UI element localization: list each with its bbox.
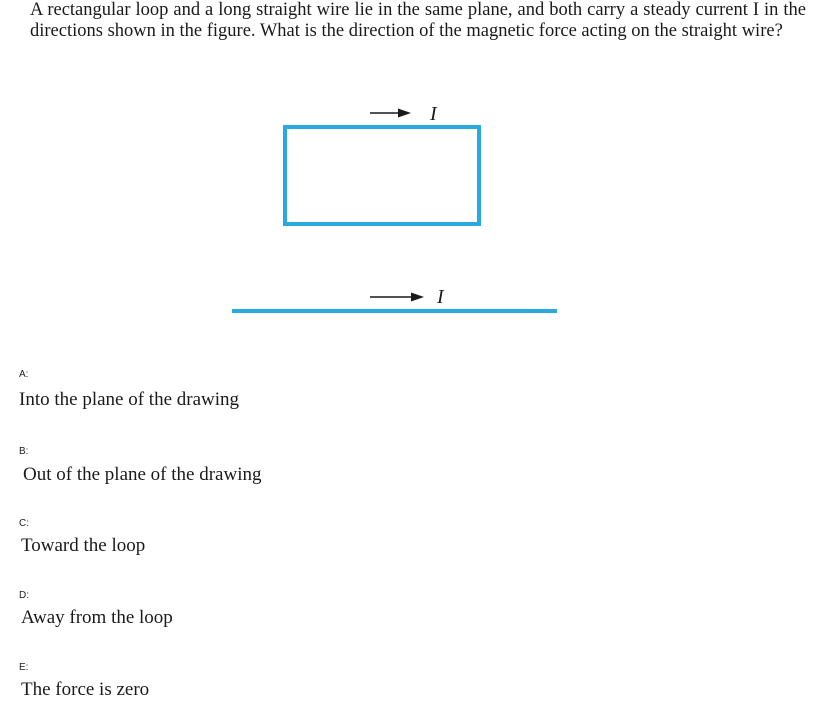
option-letter: A: xyxy=(19,369,29,380)
option-letter: D: xyxy=(19,590,29,601)
option-letter: B: xyxy=(19,446,29,457)
wire-current-label: I xyxy=(437,286,444,308)
option-text: Out of the plane of the drawing xyxy=(23,464,262,485)
option-text: Toward the loop xyxy=(21,535,146,556)
wire-current-arrow-icon xyxy=(370,293,424,302)
option-letter: E: xyxy=(19,662,29,673)
loop-current-arrow-icon xyxy=(370,109,411,118)
option-text: Into the plane of the drawing xyxy=(19,389,240,410)
option-text: The force is zero xyxy=(21,679,150,700)
loop-current-label: I xyxy=(430,103,437,125)
option-letter: C: xyxy=(19,518,29,529)
figure xyxy=(0,0,818,330)
question-text: A rectangular loop and a long straight wire lie in the same plane, and both carry a steady current I in the directions shown in the figure. What is the direction of the magnetic force acting on the straight wire? xyxy=(30,0,806,41)
option-text: Away from the loop xyxy=(21,607,173,628)
rectangular-loop xyxy=(285,127,479,224)
